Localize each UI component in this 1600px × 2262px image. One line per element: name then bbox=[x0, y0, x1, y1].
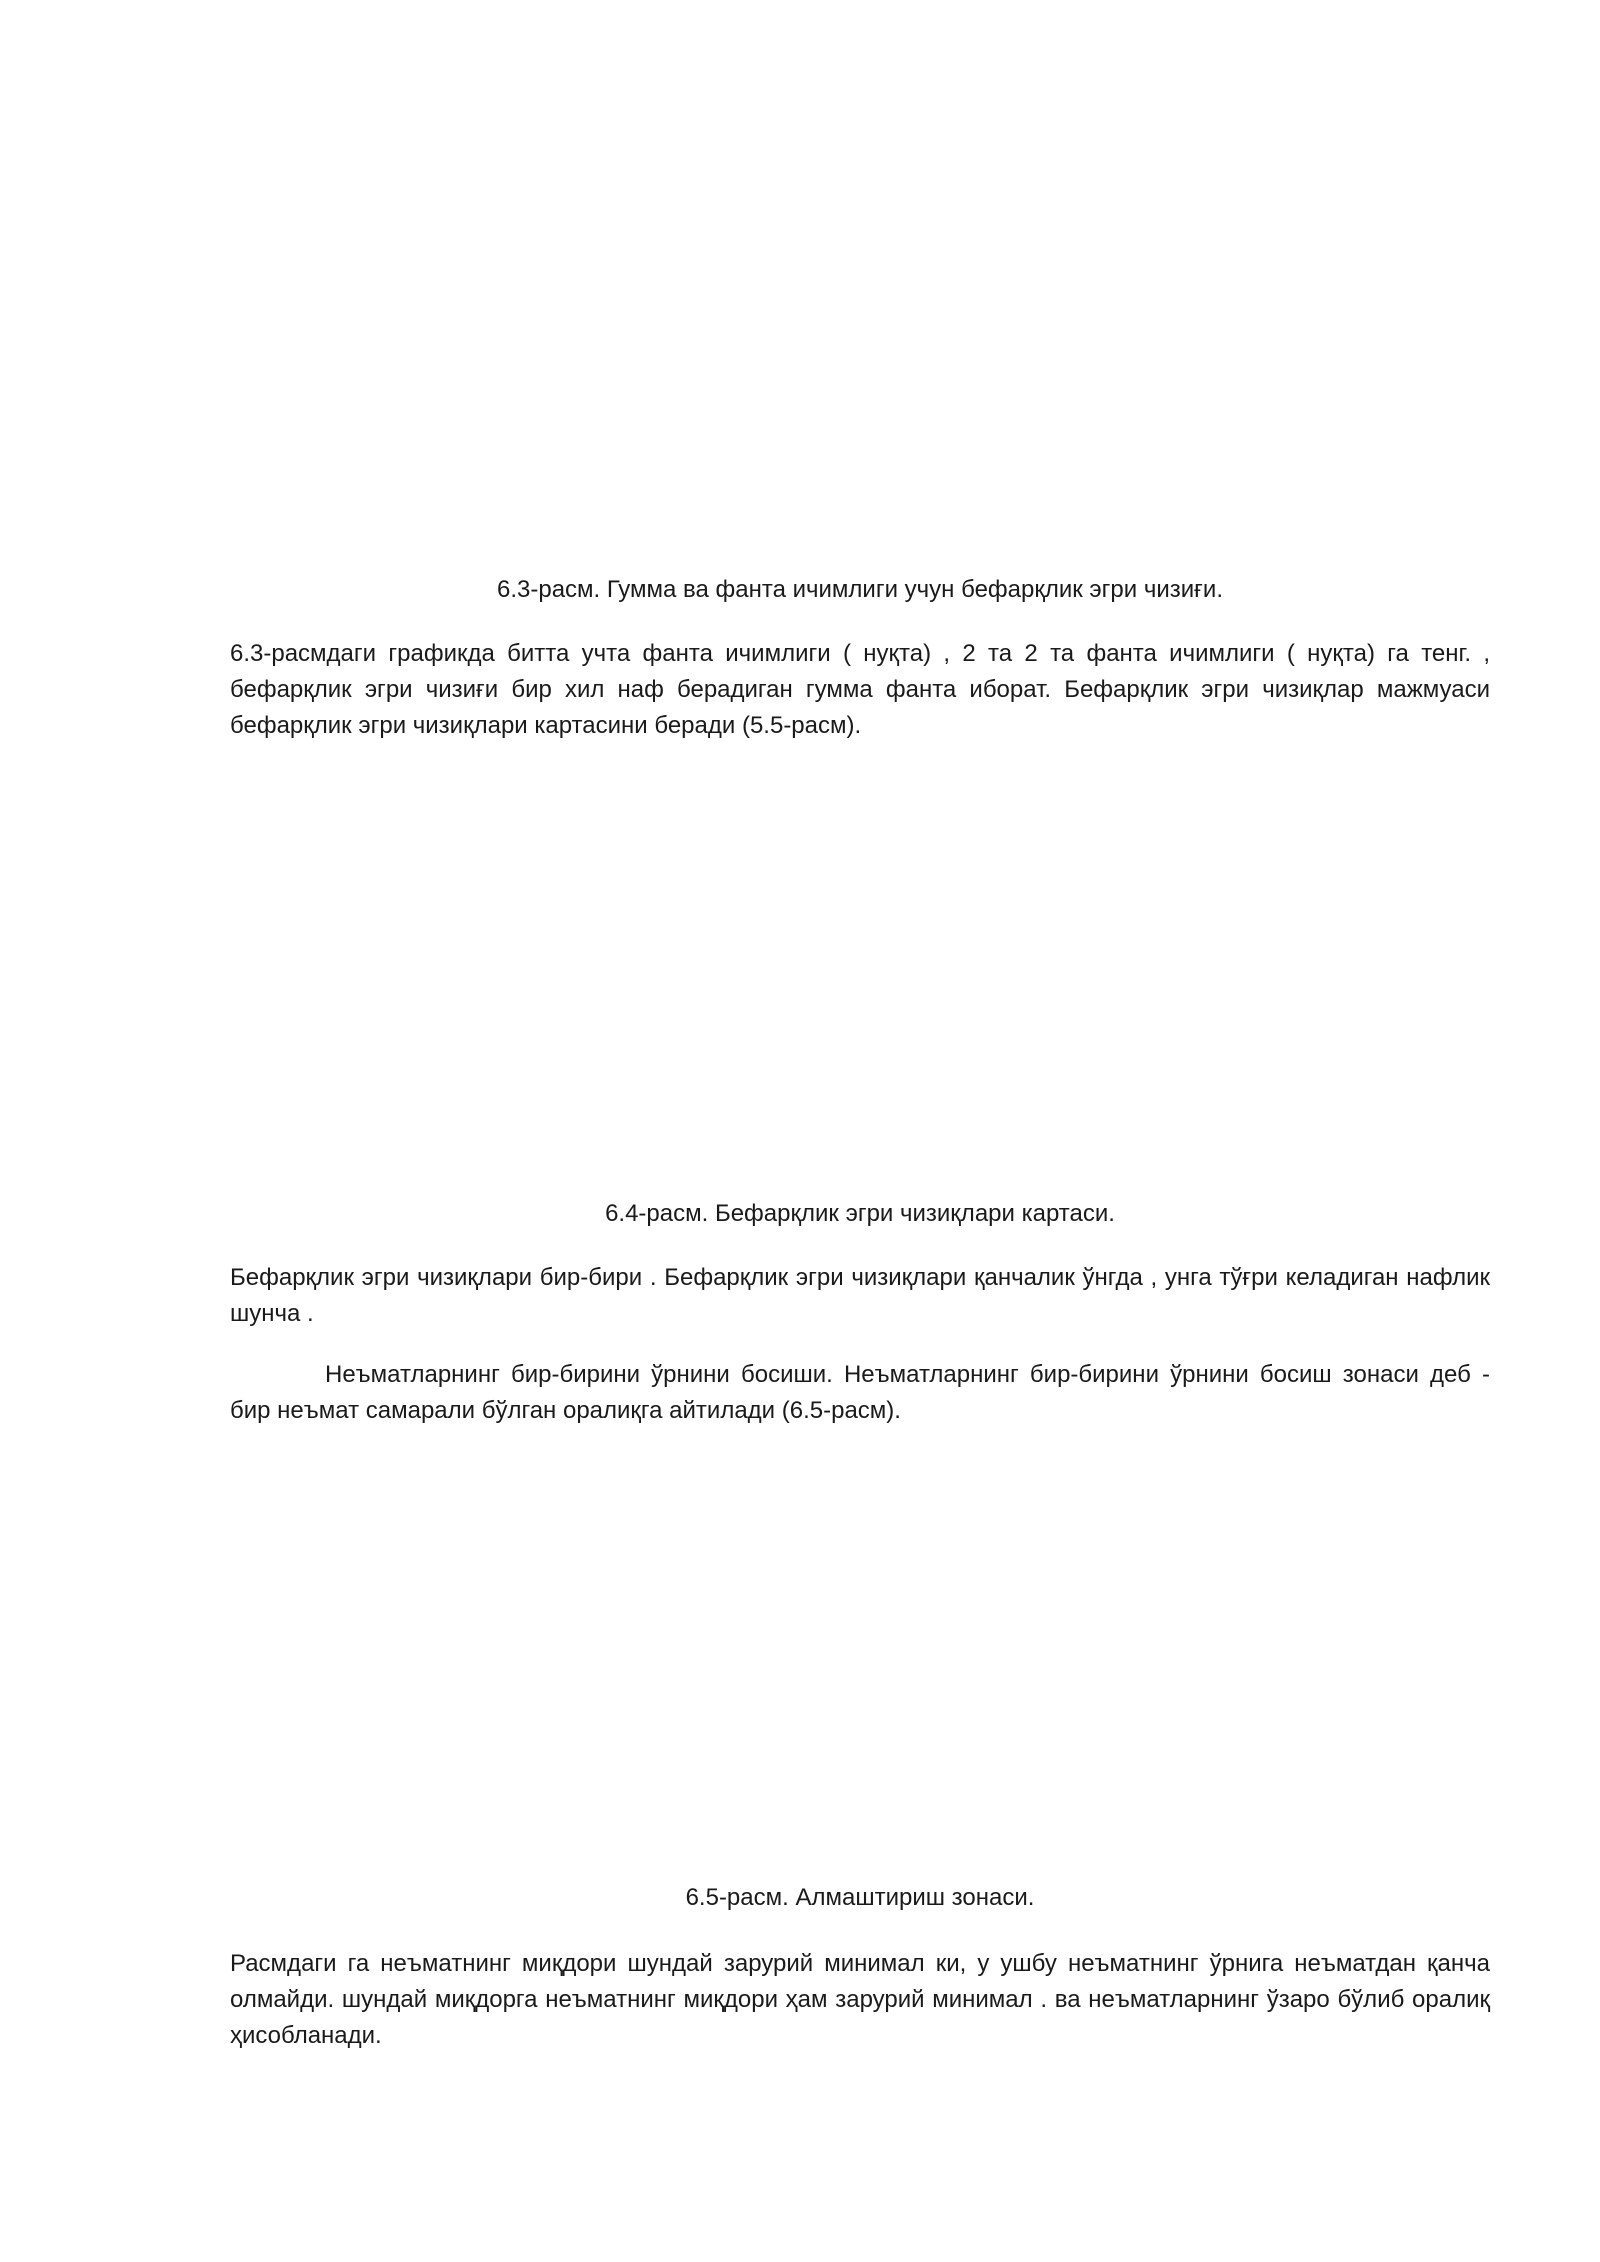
paragraph-2: Бефарқлик эгри чизиқлари бир-бири . Бефарқлик эгри чизиқлари қанчалик ўнгда , унга тўғри келадиган нафлик шунча . bbox=[230, 1264, 1490, 1327]
paragraph-4: Расмдаги га неъматнинг миқдори шундай зарурий минимал ки, у ушбу неъматнинг ўрнига неъматдан қанча олмайди. шундай миқдорга неъматнинг миқдори ҳам зарурий минимал . ва неъматларнинг ўзаро бўлиб оралиқ ҳисобланади. bbox=[230, 1950, 1490, 2049]
figure-area-1 bbox=[230, 80, 1490, 560]
figure-area-3 bbox=[230, 1460, 1490, 1870]
paragraph-1: 6.3-расмдаги графикда битта учта фанта ичимлиги ( нуқта) , 2 та 2 та фанта ичимлиги ( нуқта) га тенг. , бефарқлик эгри чизиғи бир хил наф берадиган гумма фанта иборат. Бефарқлик эгри чизиқлар мажмуаси бефарқлик эгри чизиқлари картасини беради (5.5-расм). bbox=[230, 640, 1490, 739]
figure-caption-6-5: 6.5-расм. Алмаштириш зонаси. bbox=[685, 1884, 1035, 1911]
figure-caption-6-4: 6.4-расм. Бефарқлик эгри чизиқлари картаси. bbox=[605, 1200, 1115, 1227]
figure-caption-6-3: 6.3-расм. Гумма ва фанта ичимлиги учун бефарқлик эгри чизиғи. bbox=[497, 576, 1223, 603]
paragraph-3: Неъматларнинг бир-бирини ўрнини босиши. Неъматларнинг бир-бирини ўрнини босиш зонаси деб - бир неъмат самарали бўлган оралиқга айтилади (6.5-расм). bbox=[230, 1361, 1490, 1424]
figure-area-2 bbox=[230, 790, 1490, 1190]
